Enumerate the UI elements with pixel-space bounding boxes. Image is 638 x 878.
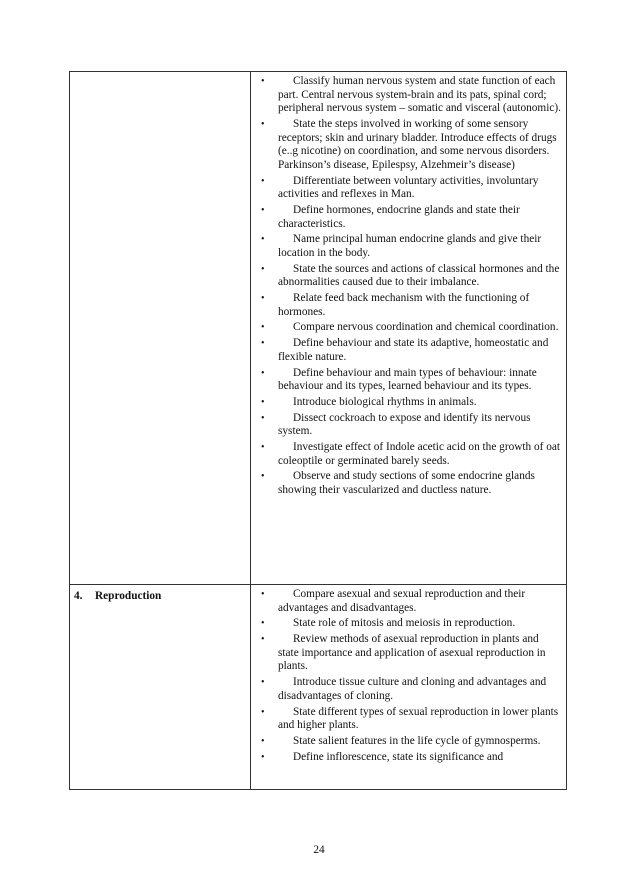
page-number: 24	[313, 844, 325, 856]
objective-text: State the steps involved in working of some sensory receptors; skin and urinary bladder. Introduce effects of drugs (e..g nicotine) on coordination, and some nervous disorders. Parkinson’s disease, Epilespsy, Alzehmeir’s disease)	[278, 117, 557, 171]
objectives-list	[255, 75, 561, 498]
objective-text: Classify human nervous system and state function of each part. Central nervous system-brain and its pats, spinal cord; peripheral nervous system – somatic and visceral (autonomic).	[278, 75, 561, 115]
topic-title: Reproduction	[95, 590, 162, 602]
list-item	[255, 633, 561, 674]
objective-text: Name principal human endocrine glands and give their location in the body.	[278, 233, 542, 259]
list-item	[255, 441, 561, 468]
objective-text: Define inflorescence, state its significance and	[293, 750, 504, 763]
topic-number: 4.	[74, 590, 83, 602]
objective-text: State different types of sexual reproduction in lower plants and higher plants.	[278, 705, 559, 732]
objective-text: State role of mitosis and meiosis in reproduction.	[293, 617, 516, 630]
list-item	[255, 75, 561, 116]
objective-text: State salient features in the life cycle of gymnosperms.	[293, 734, 541, 747]
bullet-icon: •	[261, 751, 265, 763]
objectives-cell	[251, 72, 567, 584]
bullet-icon: •	[261, 204, 265, 216]
list-item	[255, 321, 561, 335]
bullet-icon: •	[261, 471, 265, 483]
list-item	[255, 751, 561, 765]
syllabus-table	[69, 71, 567, 790]
list-item	[255, 396, 561, 410]
bullet-icon: •	[261, 293, 265, 305]
list-item	[255, 588, 561, 615]
bullet-icon: •	[261, 234, 265, 246]
objective-text: Observe and study sections of some endocrine glands showing their vascularized and ductless nature.	[278, 470, 535, 497]
bullet-icon: •	[261, 735, 265, 747]
bullet-icon: •	[261, 634, 265, 646]
list-item	[255, 337, 561, 364]
bullet-icon: •	[261, 589, 265, 600]
objectives-list	[255, 588, 561, 764]
bullet-icon: •	[261, 618, 265, 630]
table-row	[70, 72, 567, 585]
objective-text: Differentiate between voluntary activities, involuntary activities and reflexes in Man.	[278, 174, 539, 201]
bullet-icon: •	[261, 396, 265, 408]
list-item	[255, 617, 561, 631]
objective-text: Define behaviour and state its adaptive, homeostatic and flexible nature.	[278, 337, 549, 363]
list-item	[255, 470, 561, 497]
list-item	[255, 263, 561, 290]
objective-text: Compare asexual and sexual reproduction and their advantages and disadvantages.	[278, 588, 526, 614]
bullet-icon: •	[261, 367, 265, 379]
bullet-icon: •	[261, 706, 265, 718]
objectives-cell	[251, 585, 567, 789]
bullet-icon: •	[261, 442, 265, 454]
list-item	[255, 233, 561, 260]
objective-text: Dissect cockroach to expose and identify its nervous system.	[278, 411, 531, 438]
objective-text: Introduce biological rhythms in animals.	[293, 395, 477, 408]
list-item	[255, 204, 561, 231]
objective-text: State the sources and actions of classical hormones and the abnormalities caused due to their imbalance.	[278, 262, 560, 289]
list-item	[255, 292, 561, 319]
objective-text: Investigate effect of Indole acetic acid on the growth of oat coleoptile or germinated barely seeds.	[278, 441, 561, 467]
bullet-icon: •	[261, 76, 265, 87]
bullet-icon: •	[261, 175, 265, 187]
list-item	[255, 412, 561, 439]
objective-text: Compare nervous coordination and chemical coordination.	[293, 321, 559, 334]
objective-text: Relate feed back mechanism with the functioning of hormones.	[278, 292, 530, 318]
objective-text: Define hormones, endocrine glands and state their characteristics.	[278, 203, 520, 230]
list-item	[255, 118, 561, 172]
objective-text: Review methods of asexual reproduction in plants and state importance and application of asexual reproduction in plants.	[278, 633, 546, 673]
list-item	[255, 706, 561, 733]
topic-cell	[70, 72, 251, 584]
list-item	[255, 367, 561, 394]
topic-cell	[70, 585, 251, 789]
list-item	[255, 676, 561, 703]
objective-text: Define behaviour and main types of behaviour: innate behaviour and its types, learned behaviour and its types.	[278, 366, 537, 393]
list-item	[255, 735, 561, 749]
bullet-icon: •	[261, 118, 265, 130]
objective-text: Introduce tissue culture and cloning and advantages and disadvantages of cloning.	[278, 676, 547, 702]
bullet-icon: •	[261, 677, 265, 689]
list-item	[255, 175, 561, 202]
bullet-icon: •	[261, 263, 265, 275]
table-row	[70, 585, 567, 790]
bullet-icon: •	[261, 338, 265, 350]
bullet-icon: •	[261, 322, 265, 334]
bullet-icon: •	[261, 412, 265, 424]
